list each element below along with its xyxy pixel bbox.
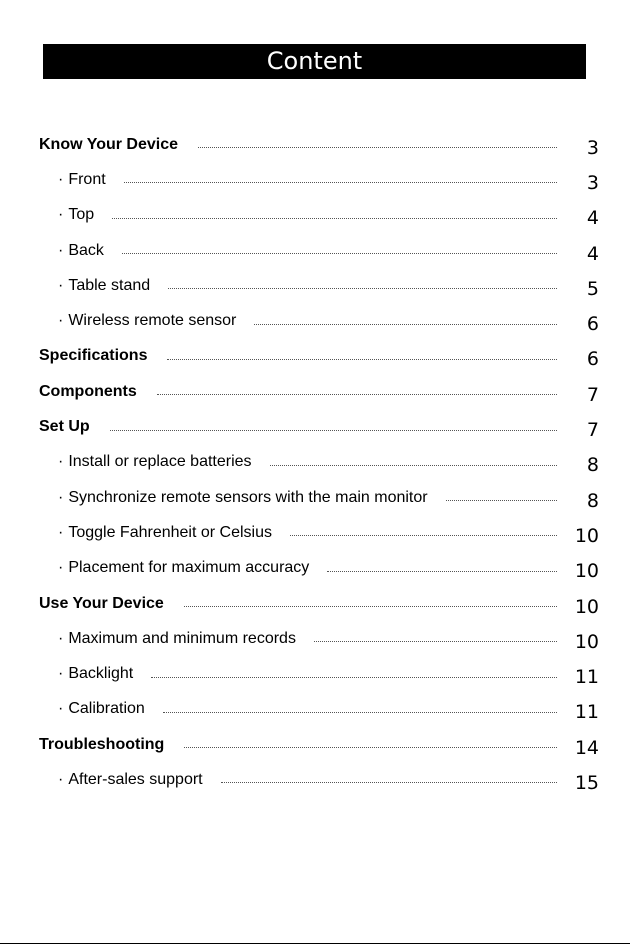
toc-section-entry[interactable]	[39, 409, 599, 444]
toc-entry-label	[39, 524, 272, 542]
dot-leader	[112, 218, 557, 219]
toc-entry-label	[39, 242, 104, 260]
dot-leader	[254, 324, 557, 325]
toc-entry-text: Troubleshooting	[39, 735, 165, 753]
toc-page-number: 4	[586, 242, 599, 265]
toc-entry-text: Set Up	[39, 418, 90, 436]
toc-entry-text: Maximum and minimum records	[68, 629, 296, 647]
toc-entry-label	[39, 630, 296, 648]
toc-entry-text: Install or replace batteries	[68, 453, 252, 471]
bullet-dot: ·	[58, 488, 64, 506]
dot-leader	[270, 465, 557, 466]
dot-leader	[327, 571, 557, 572]
toc-page-number: 4	[586, 207, 599, 230]
toc-section-entry[interactable]	[39, 586, 599, 621]
toc-subsection-entry[interactable]	[39, 445, 599, 480]
toc-page-number: 6	[586, 348, 599, 371]
toc-page-number: 10	[574, 595, 599, 618]
toc-page-number: 11	[574, 666, 599, 689]
toc-page-number: 7	[586, 419, 599, 442]
toc-entry-label	[39, 206, 94, 224]
toc-page-number: 11	[574, 701, 599, 724]
toc-subsection-entry[interactable]	[39, 268, 599, 303]
table-of-contents	[39, 127, 599, 798]
bullet-dot: ·	[58, 665, 64, 683]
dot-leader	[151, 677, 557, 678]
toc-subsection-entry[interactable]	[39, 515, 599, 550]
toc-entry-label	[39, 171, 106, 189]
toc-page-number: 7	[586, 383, 599, 406]
toc-page-number: 8	[586, 489, 599, 512]
toc-page-number: 3	[586, 136, 599, 159]
toc-section-entry[interactable]	[39, 127, 599, 162]
bullet-dot: ·	[58, 206, 64, 224]
toc-entry-label	[39, 277, 150, 295]
title-bar	[43, 44, 586, 79]
dot-leader	[110, 430, 557, 431]
toc-subsection-entry[interactable]	[39, 480, 599, 515]
dot-leader	[290, 535, 557, 536]
dot-leader	[184, 747, 557, 748]
bullet-dot: ·	[58, 629, 64, 647]
toc-entry-label	[39, 665, 133, 683]
dot-leader	[446, 500, 557, 501]
toc-entry-label	[39, 595, 164, 613]
toc-entry-text: Components	[39, 382, 137, 400]
toc-entry-label	[39, 347, 147, 365]
toc-entry-label	[39, 383, 137, 401]
bullet-dot: ·	[58, 770, 64, 788]
toc-section-entry[interactable]	[39, 339, 599, 374]
toc-section-entry[interactable]	[39, 727, 599, 762]
dot-leader	[122, 253, 557, 254]
toc-page-number: 10	[574, 630, 599, 653]
toc-subsection-entry[interactable]	[39, 656, 599, 691]
toc-entry-text: Backlight	[68, 665, 134, 683]
toc-entry-text: Synchronize remote sensors with the main monitor	[68, 488, 428, 506]
toc-entry-text: Placement for maximum accuracy	[68, 559, 310, 577]
toc-entry-text: After-sales support	[68, 770, 203, 788]
toc-subsection-entry[interactable]	[39, 233, 599, 268]
toc-entry-text: Front	[68, 170, 106, 188]
dot-leader	[221, 782, 557, 783]
toc-subsection-entry[interactable]	[39, 551, 599, 586]
toc-entry-label	[39, 312, 236, 330]
page-title: Content	[266, 47, 363, 75]
toc-subsection-entry[interactable]	[39, 621, 599, 656]
toc-entry-text: Top	[68, 206, 95, 224]
toc-page-number: 6	[586, 313, 599, 336]
dot-leader	[124, 182, 557, 183]
toc-entry-text: Table stand	[68, 276, 151, 294]
bullet-dot: ·	[58, 276, 64, 294]
toc-entry-label	[39, 736, 164, 754]
bullet-dot: ·	[58, 453, 64, 471]
toc-page-number: 10	[574, 560, 599, 583]
bullet-dot: ·	[58, 700, 64, 718]
bullet-dot: ·	[58, 241, 64, 259]
dot-leader	[198, 147, 557, 148]
dot-leader	[167, 359, 557, 360]
bullet-dot: ·	[58, 559, 64, 577]
toc-entry-text: Toggle Fahrenheit or Celsius	[68, 523, 272, 541]
toc-entry-label	[39, 136, 178, 154]
footer-divider	[0, 943, 630, 944]
toc-entry-label	[39, 700, 145, 718]
toc-entry-label	[39, 453, 252, 471]
bullet-dot: ·	[58, 170, 64, 188]
dot-leader	[157, 394, 557, 395]
toc-entry-label	[39, 559, 309, 577]
toc-entry-text: Specifications	[39, 347, 148, 365]
dot-leader	[168, 288, 557, 289]
toc-page-number: 8	[586, 454, 599, 477]
toc-entry-text: Wireless remote sensor	[68, 312, 237, 330]
toc-entry-label	[39, 418, 90, 436]
toc-page-number: 14	[574, 736, 599, 759]
toc-entry-text: Know Your Device	[39, 135, 178, 153]
toc-entry-label	[39, 771, 203, 789]
toc-entry-text: Back	[68, 241, 104, 259]
toc-subsection-entry[interactable]	[39, 162, 599, 197]
toc-page-number: 5	[586, 277, 599, 300]
dot-leader	[184, 606, 557, 607]
toc-page-number: 15	[574, 771, 599, 794]
toc-subsection-entry[interactable]	[39, 198, 599, 233]
toc-entry-label	[39, 489, 428, 507]
toc-section-entry[interactable]	[39, 374, 599, 409]
toc-subsection-entry[interactable]	[39, 303, 599, 338]
toc-page-number: 10	[574, 524, 599, 547]
dot-leader	[163, 712, 557, 713]
toc-page-number: 3	[586, 171, 599, 194]
toc-entry-text: Calibration	[68, 700, 145, 718]
dot-leader	[314, 641, 557, 642]
toc-entry-text: Use Your Device	[39, 594, 164, 612]
bullet-dot: ·	[58, 312, 64, 330]
toc-subsection-entry[interactable]	[39, 762, 599, 797]
bullet-dot: ·	[58, 523, 64, 541]
toc-subsection-entry[interactable]	[39, 692, 599, 727]
